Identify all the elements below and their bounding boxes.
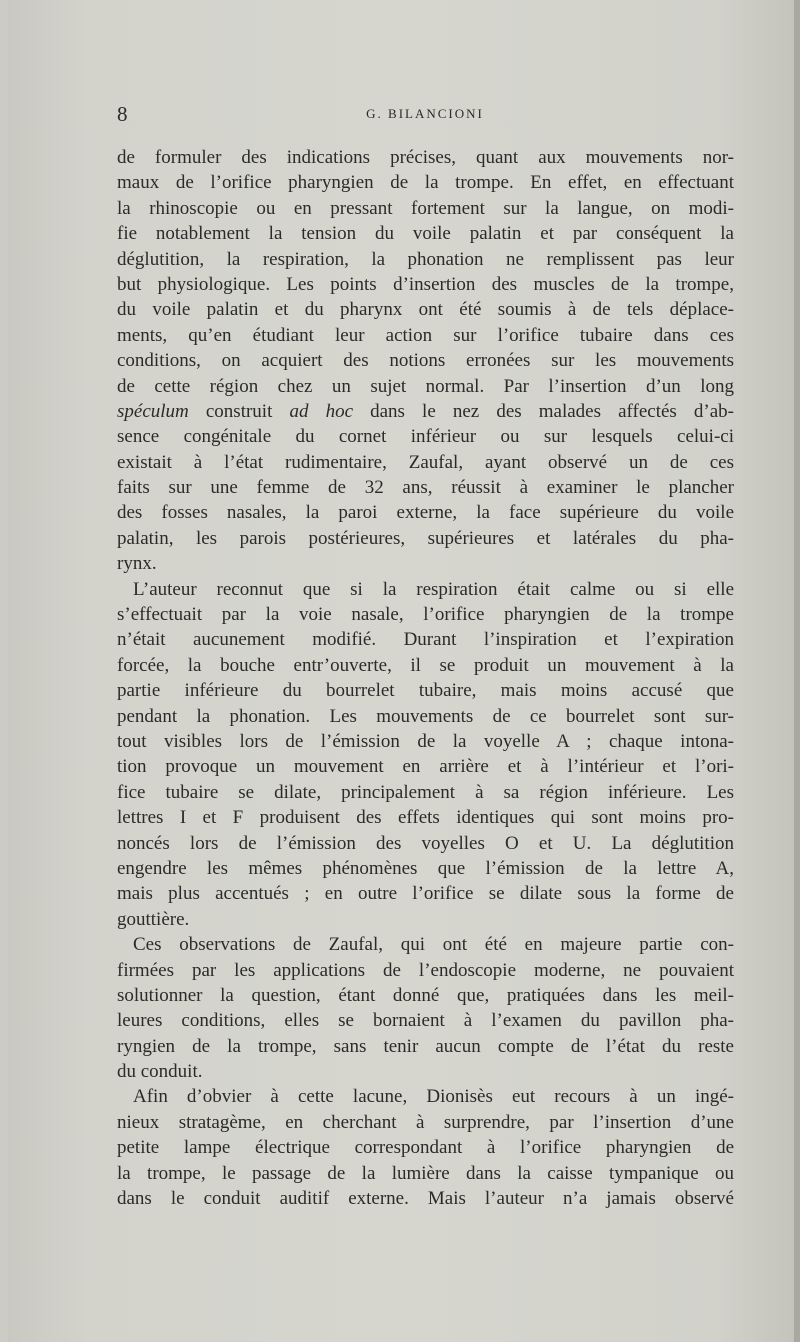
text-line: [117, 1084, 734, 1109]
text-line: [117, 1161, 734, 1186]
text-line: [117, 881, 734, 906]
text-run: dans le nez des malades affectés d’ab-: [353, 400, 734, 422]
text-line: [117, 475, 734, 500]
text-line: [117, 754, 734, 779]
text-line: [117, 729, 734, 754]
text-line: [117, 958, 734, 983]
text-run: gouttière.: [117, 908, 190, 930]
text-line: [117, 780, 734, 805]
text-line: [117, 932, 734, 957]
text-line: [117, 145, 734, 170]
text-run: des fosses nasales, la paroi externe, la face supérieure du voile: [117, 502, 734, 524]
text-run: tion provoque un mouvement en arrière et à l’intérieur et l’ori-: [117, 756, 734, 778]
text-run: partie inférieure du bourrelet tubaire, mais moins accusé que: [117, 680, 734, 702]
text-line: [117, 1135, 734, 1160]
page-number: 8: [117, 102, 128, 126]
text-line: [117, 577, 734, 602]
text-run: maux de l’orifice pharyngien de la trompe. En effet, en effectuant: [117, 172, 734, 194]
text-line: [117, 602, 734, 627]
text-run: noncés lors de l’émission des voyelles O et U. La déglutition: [117, 832, 734, 854]
text-run: pendant la phonation. Les mouvements de ce bourrelet sont sur-: [117, 705, 734, 727]
text-run: s’effectuait par la voie nasale, l’orifice pharyngien de la trompe: [117, 604, 734, 626]
text-line: [117, 627, 734, 652]
text-run: Afin d’obvier à cette lacune, Dionisès eut recours à un ingé-: [133, 1086, 734, 1108]
text-run: construit: [188, 400, 290, 422]
text-run: ryngien de la trompe, sans tenir aucun compte de l’état du reste: [117, 1035, 734, 1057]
italic-phrase: spéculum: [117, 400, 189, 422]
text-run: ments, qu’en étudiant leur action sur l’orifice tubaire dans ces: [117, 324, 734, 346]
text-run: déglutition, la respiration, la phonation ne remplissent pas leur: [117, 248, 734, 270]
text-run: fie notablement la tension du voile palatin et par conséquent la: [117, 223, 734, 245]
text-run: n’était aucunement modifié. Durant l’inspiration et l’expiration: [117, 629, 734, 651]
text-line: [117, 399, 734, 424]
text-run: fice tubaire se dilate, principalement à sa région inférieure. Les: [117, 781, 734, 803]
text-run: rynx.: [117, 553, 157, 575]
text-line: [117, 983, 734, 1008]
text-line: [117, 831, 734, 856]
text-line: [117, 424, 734, 449]
text-line: [117, 805, 734, 830]
text-line: [117, 196, 734, 221]
body-text: [117, 145, 734, 1211]
text-run: la trompe, le passage de la lumière dans la caisse tympanique ou: [117, 1162, 734, 1184]
text-run: forcée, la bouche entr’ouverte, il se produit un mouvement à la: [117, 654, 734, 676]
text-run: faits sur une femme de 32 ans, réussit à examiner le plancher: [117, 477, 734, 499]
text-line: [117, 704, 734, 729]
text-run: conditions, on acquiert des notions erronées sur les mouvements: [117, 350, 734, 372]
text-line: [117, 653, 734, 678]
text-line: [117, 907, 734, 932]
text-line: [117, 297, 734, 322]
text-run: Ces observations de Zaufal, qui ont été en majeure partie con-: [133, 934, 734, 956]
text-line: [117, 221, 734, 246]
text-line: [117, 856, 734, 881]
text-run: existait à l’état rudimentaire, Zaufal, ayant observé un de ces: [117, 451, 734, 473]
text-run: de cette région chez un sujet normal. Par l’insertion d’un long: [117, 375, 734, 397]
running-head: G. BILANCIONI: [366, 106, 484, 121]
text-run: la rhinoscopie ou en pressant fortement sur la langue, on modi-: [117, 197, 734, 219]
text-run: palatin, les parois postérieures, supérieures et latérales du pha-: [117, 527, 734, 549]
text-run: du conduit.: [117, 1061, 203, 1083]
text-run: firmées par les applications de l’endoscopie moderne, ne pouvaient: [117, 959, 734, 981]
page-header: [117, 100, 733, 128]
text-line: [117, 1008, 734, 1033]
text-line: [117, 247, 734, 272]
text-line: [117, 1034, 734, 1059]
text-line: [117, 323, 734, 348]
text-run: L’auteur reconnut que si la respiration était calme ou si elle: [133, 578, 734, 600]
text-run: dans le conduit auditif externe. Mais l’auteur n’a jamais observé: [117, 1188, 734, 1210]
text-run: engendre les mêmes phénomènes que l’émission de la lettre A,: [117, 857, 734, 879]
text-line: [117, 526, 734, 551]
italic-phrase: ad hoc: [289, 400, 354, 422]
text-run: sence congénitale du cornet inférieur ou sur lesquels celui-ci: [117, 426, 734, 448]
text-line: [117, 1186, 734, 1211]
text-run: du voile palatin et du pharynx ont été soumis à de tels déplace-: [117, 299, 734, 321]
text-run: but physiologique. Les points d’insertion des muscles de la trompe,: [117, 273, 734, 295]
text-line: [117, 170, 734, 195]
text-run: nieux stratagème, en cherchant à surprendre, par l’insertion d’une: [117, 1111, 734, 1133]
text-line: [117, 1059, 734, 1084]
text-run: mais plus accentués ; en outre l’orifice se dilate sous la forme de: [117, 883, 734, 905]
text-run: lettres I et F produisent des effets identiques qui sont moins pro-: [117, 807, 734, 829]
text-run: leures conditions, elles se bornaient à l’examen du pavillon pha-: [117, 1010, 734, 1032]
text-run: de formuler des indications précises, quant aux mouvements nor-: [117, 147, 734, 168]
page-edge: [794, 0, 800, 1342]
text-line: [117, 551, 734, 576]
text-run: tout visibles lors de l’émission de la voyelle A ; chaque intona-: [117, 730, 734, 752]
text-run: petite lampe électrique correspondant à l’orifice pharyngien de: [117, 1137, 734, 1159]
text-line: [117, 450, 734, 475]
text-line: [117, 1110, 734, 1135]
text-line: [117, 500, 734, 525]
text-line: [117, 678, 734, 703]
text-line: [117, 272, 734, 297]
text-line: [117, 374, 734, 399]
text-run: solutionner la question, étant donné que, pratiquées dans les meil-: [117, 984, 734, 1006]
text-line: [117, 348, 734, 373]
